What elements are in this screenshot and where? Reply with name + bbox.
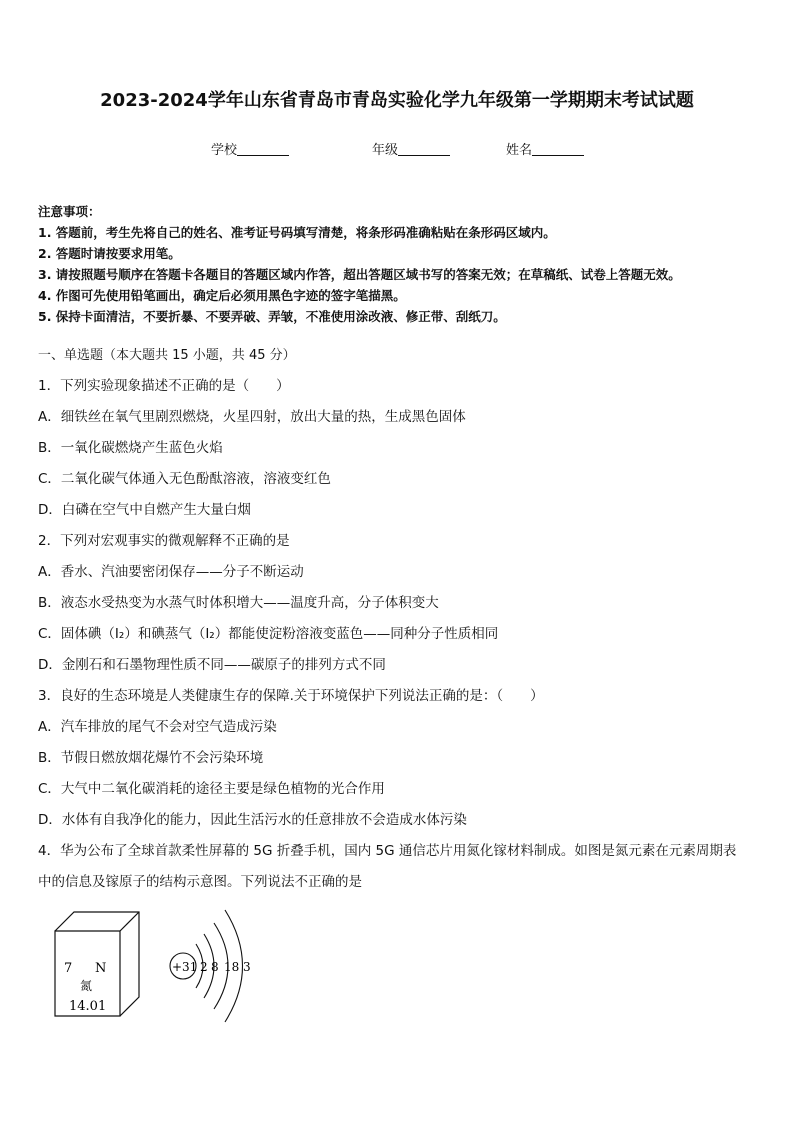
question-stem: 1．下列实验现象描述不正确的是（ ）: [38, 378, 290, 394]
question-stem: 3．良好的生态环境是人类健康生存的保障.关于环境保护下列说法正确的是：（ ）: [38, 688, 544, 704]
atomic-mass: 14.01: [69, 999, 107, 1014]
question-3: [38, 681, 758, 836]
shell-electrons: 18: [224, 960, 240, 974]
exam-title: 2023-2024学年山东省青岛市青岛实验化学九年级第一学期期末考试试题: [100, 90, 694, 111]
question-4: [38, 836, 758, 898]
school-label: 学校: [211, 143, 238, 158]
option-d: D．金刚石和石墨物理性质不同——碳原子的排列方式不同: [38, 657, 386, 673]
school-field: [211, 139, 289, 158]
student-info: [0, 139, 794, 161]
note-item: 5. 保持卡面清洁，不要折暴、不要弄破、弄皱，不准使用涂改液、修正带、刮纸刀。: [38, 309, 506, 324]
grade-blank: [398, 143, 450, 156]
shell-electrons: 3: [243, 960, 251, 974]
name-label: 姓名: [506, 143, 533, 158]
element-symbol: N: [95, 961, 107, 976]
name-field: [506, 139, 584, 158]
notes-heading: 注意事项：: [38, 204, 101, 219]
option-c: C．二氧化碳气体通入无色酚酞溶液，溶液变红色: [38, 471, 331, 487]
figure-svg: [50, 906, 270, 1026]
nucleus-charge: +31: [172, 960, 198, 974]
question-stem: 2．下列对宏观事实的微观解释不正确的是: [38, 533, 290, 549]
note-item: 4. 作图可先使用铅笔画出，确定后必须用黑色字迹的签字笔描黑。: [38, 288, 406, 303]
option-b: B．节假日燃放烟花爆竹不会污染环境: [38, 750, 264, 766]
grade-field: [372, 139, 450, 158]
shell-electrons: 8: [211, 960, 219, 974]
option-a: A．细铁丝在氧气里剧烈燃烧，火星四射，放出大量的热，生成黑色固体: [38, 409, 466, 425]
question-stem-line: 4．华为公布了全球首款柔性屏幕的 5G 折叠手机，国内 5G 通信芯片用氮化镓材料制成。如图是氮元素在元素周期表: [38, 843, 737, 859]
school-blank: [237, 143, 289, 156]
note-item: 2. 答题时请按要求用笔。: [38, 246, 181, 261]
option-b: B．一氧化碳燃烧产生蓝色火焰: [38, 440, 223, 456]
note-item: 1. 答题前，考生先将自己的姓名、准考证号码填写清楚，将条形码准确粘贴在条形码区域内。: [38, 225, 556, 240]
nitrogen-gallium-figure: [50, 906, 270, 1026]
element-name: 氮: [80, 979, 93, 993]
option-d: D．水体有自我净化的能力，因此生活污水的任意排放不会造成水体污染: [38, 812, 467, 828]
option-c: C．固体碘（I₂）和碘蒸气（I₂）都能使淀粉溶液变蓝色——同种分子性质相同: [38, 626, 499, 642]
option-a: A．汽车排放的尾气不会对空气造成污染: [38, 719, 277, 735]
questions-section: [38, 345, 758, 898]
question-2: [38, 526, 758, 681]
option-a: A．香水、汽油要密闭保存——分子不断运动: [38, 564, 304, 580]
option-d: D．白磷在空气中自燃产生大量白烟: [38, 502, 251, 518]
question-1: [38, 371, 758, 526]
notes-block: [38, 202, 681, 327]
shell-electrons: 2: [200, 960, 208, 974]
element-number: 7: [64, 961, 73, 976]
section-title: 一、单选题（本大题共 15 小题，共 45 分）: [38, 348, 296, 363]
name-blank: [532, 143, 584, 156]
note-item: 3. 请按照题号顺序在答题卡各题目的答题区域内作答，超出答题区域书写的答案无效；在草稿纸、试卷上答题无效。: [38, 267, 681, 282]
option-b: B．液态水受热变为水蒸气时体积增大——温度升高，分子体积变大: [38, 595, 439, 611]
grade-label: 年级: [372, 143, 399, 158]
option-c: C．大气中二氧化碳消耗的途径主要是绿色植物的光合作用: [38, 781, 385, 797]
question-stem-line: 中的信息及镓原子的结构示意图。下列说法不正确的是: [38, 874, 362, 890]
